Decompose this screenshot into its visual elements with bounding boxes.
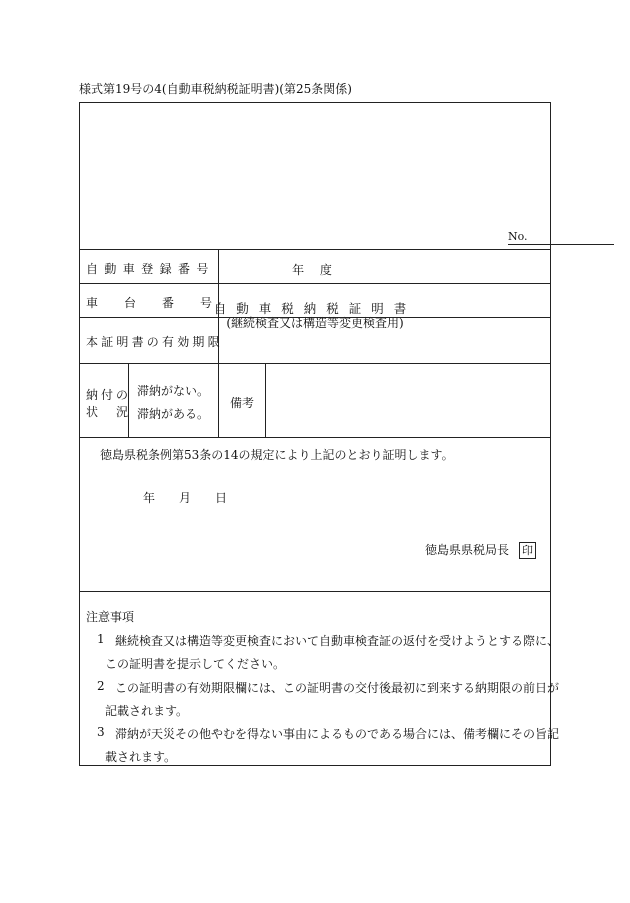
- fiscal-year-label: 年 度: [292, 263, 338, 277]
- registration-number-field[interactable]: [220, 251, 548, 282]
- date-month-label: 月: [179, 491, 192, 505]
- note-1-line-2: この証明書を提示してください。: [105, 657, 286, 671]
- validity-period-field[interactable]: [220, 319, 548, 362]
- note-number: 3: [97, 725, 105, 739]
- date-year-label: 年: [143, 491, 156, 505]
- payment-status-label: 状 況: [86, 405, 132, 419]
- divider: [80, 591, 550, 592]
- payment-status-label: 納付の: [86, 388, 132, 402]
- issuer-line: [425, 541, 536, 559]
- certificate-subtitle: (継続検査又は構造等変更検査用): [226, 316, 404, 330]
- remarks-label: 備考: [230, 396, 255, 410]
- chassis-number-label-4: 号: [200, 296, 213, 310]
- certificate-number-field[interactable]: [508, 230, 614, 245]
- status-option-no-arrears[interactable]: 滞納がない。: [137, 384, 210, 398]
- certificate-frame: [79, 102, 560, 766]
- note-2-line-2: 記載されます。: [105, 704, 189, 718]
- form-number-label: 様式第19号の4(自動車税納税証明書)(第25条関係): [79, 82, 352, 96]
- remarks-field[interactable]: [267, 365, 548, 436]
- chassis-number-field[interactable]: [220, 285, 548, 316]
- certificate-title: 自動車税納税証明書: [213, 301, 417, 316]
- number-label: No.: [508, 230, 528, 243]
- note-3-line-1: 滞納が天災その他やむを得ない事由によるものである場合には、備考欄にその旨記: [115, 727, 560, 741]
- divider: [80, 283, 550, 284]
- certification-statement: 徳島県税条例第53条の14の規定により上記のとおり証明します。: [100, 448, 454, 462]
- divider: [265, 363, 266, 437]
- registration-number-label: 自動車登録番号: [86, 262, 215, 276]
- note-number: 2: [97, 679, 105, 693]
- divider: [80, 437, 550, 438]
- validity-period-label: 本証明書の有効期限: [86, 335, 223, 349]
- chassis-number-label-2: 台: [124, 296, 137, 310]
- date-day-label: 日: [215, 491, 228, 505]
- divider: [218, 363, 219, 437]
- chassis-number-label-3: 番: [162, 296, 175, 310]
- divider: [80, 317, 550, 318]
- seal-mark: 印: [519, 542, 536, 559]
- notes-heading: 注意事項: [86, 610, 135, 624]
- divider: [80, 363, 550, 364]
- status-option-arrears[interactable]: 滞納がある。: [137, 407, 210, 421]
- divider: [80, 249, 550, 250]
- note-number: 1: [97, 632, 105, 646]
- issuer-name: 徳島県県税局長: [425, 543, 510, 557]
- chassis-number-label-1: 車: [86, 296, 99, 310]
- note-2-line-1: この証明書の有効期限欄には、この証明書の交付後最初に到来する納期限の前日が: [115, 681, 560, 695]
- note-3-line-2: 載されます。: [105, 750, 177, 764]
- note-1-line-1: 継続検査又は構造等変更検査において自動車検査証の返付を受けようとする際に、: [115, 634, 560, 648]
